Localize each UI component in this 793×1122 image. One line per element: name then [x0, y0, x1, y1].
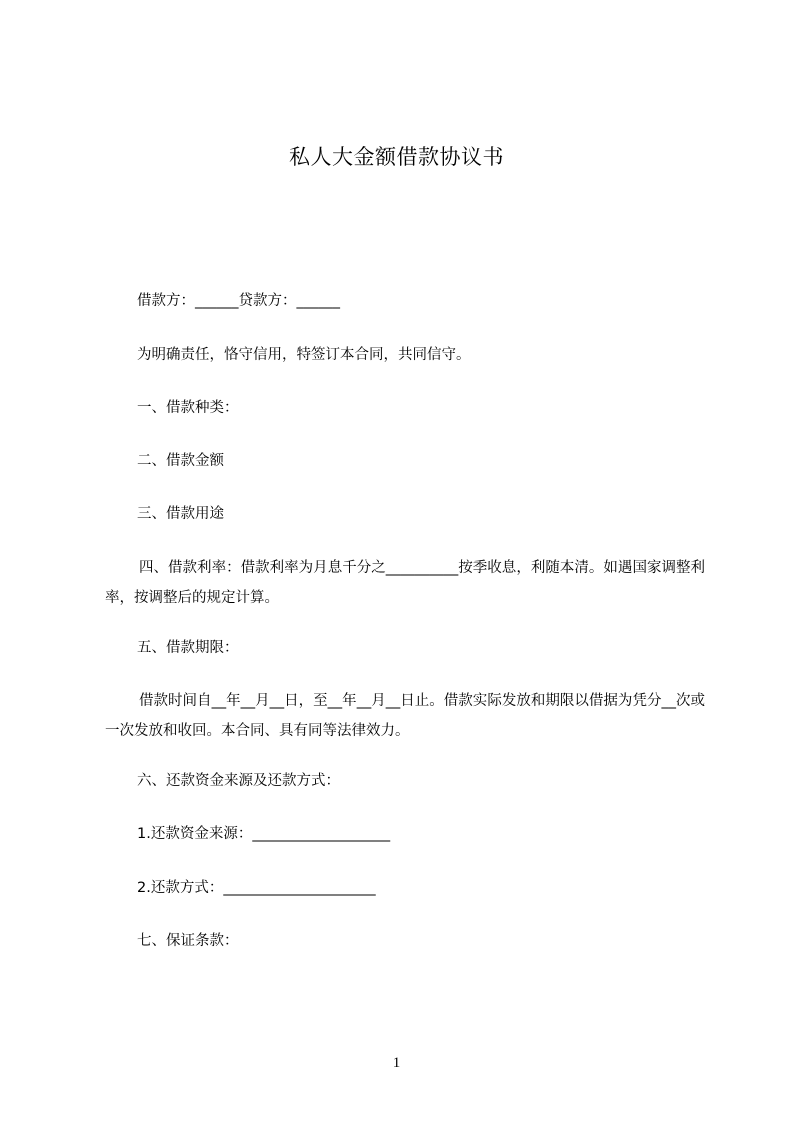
section-6-heading: 六、还款资金来源及还款方式： [137, 773, 340, 789]
page-number: 1 [392, 1055, 401, 1071]
section-1-heading: 一、借款种类： [137, 400, 239, 416]
section-4-paragraph: 四、借款利率：借款利率为月息千分之__________按季收息，利随本清。如遇国家调整利率，按调整后的规定计算。 [105, 560, 705, 606]
section-2-heading: 二、借款金额 [137, 453, 224, 469]
section-5-paragraph: 借款时间自__年__月__日，至__年__月__日止。借款实际发放和期限以借据为凭分__次或一次发放和收回。本合同、具有同等法律效力。 [105, 693, 705, 739]
section-6-item-1: 1.还款资金来源：___________________ [137, 826, 391, 842]
section-7-heading: 七、保证条款： [137, 933, 239, 949]
section-5-heading: 五、借款期限： [137, 640, 239, 656]
document-title: 私人大金额借款协议书 [289, 145, 504, 169]
section-6-item-2: 2.还款方式：_____________________ [137, 880, 376, 896]
parties-line: 借款方：______贷款方：______ [137, 293, 340, 309]
purpose-statement: 为明确责任，恪守信用，特签订本合同，共同信守。 [137, 347, 471, 363]
section-3-heading: 三、借款用途 [137, 506, 224, 522]
